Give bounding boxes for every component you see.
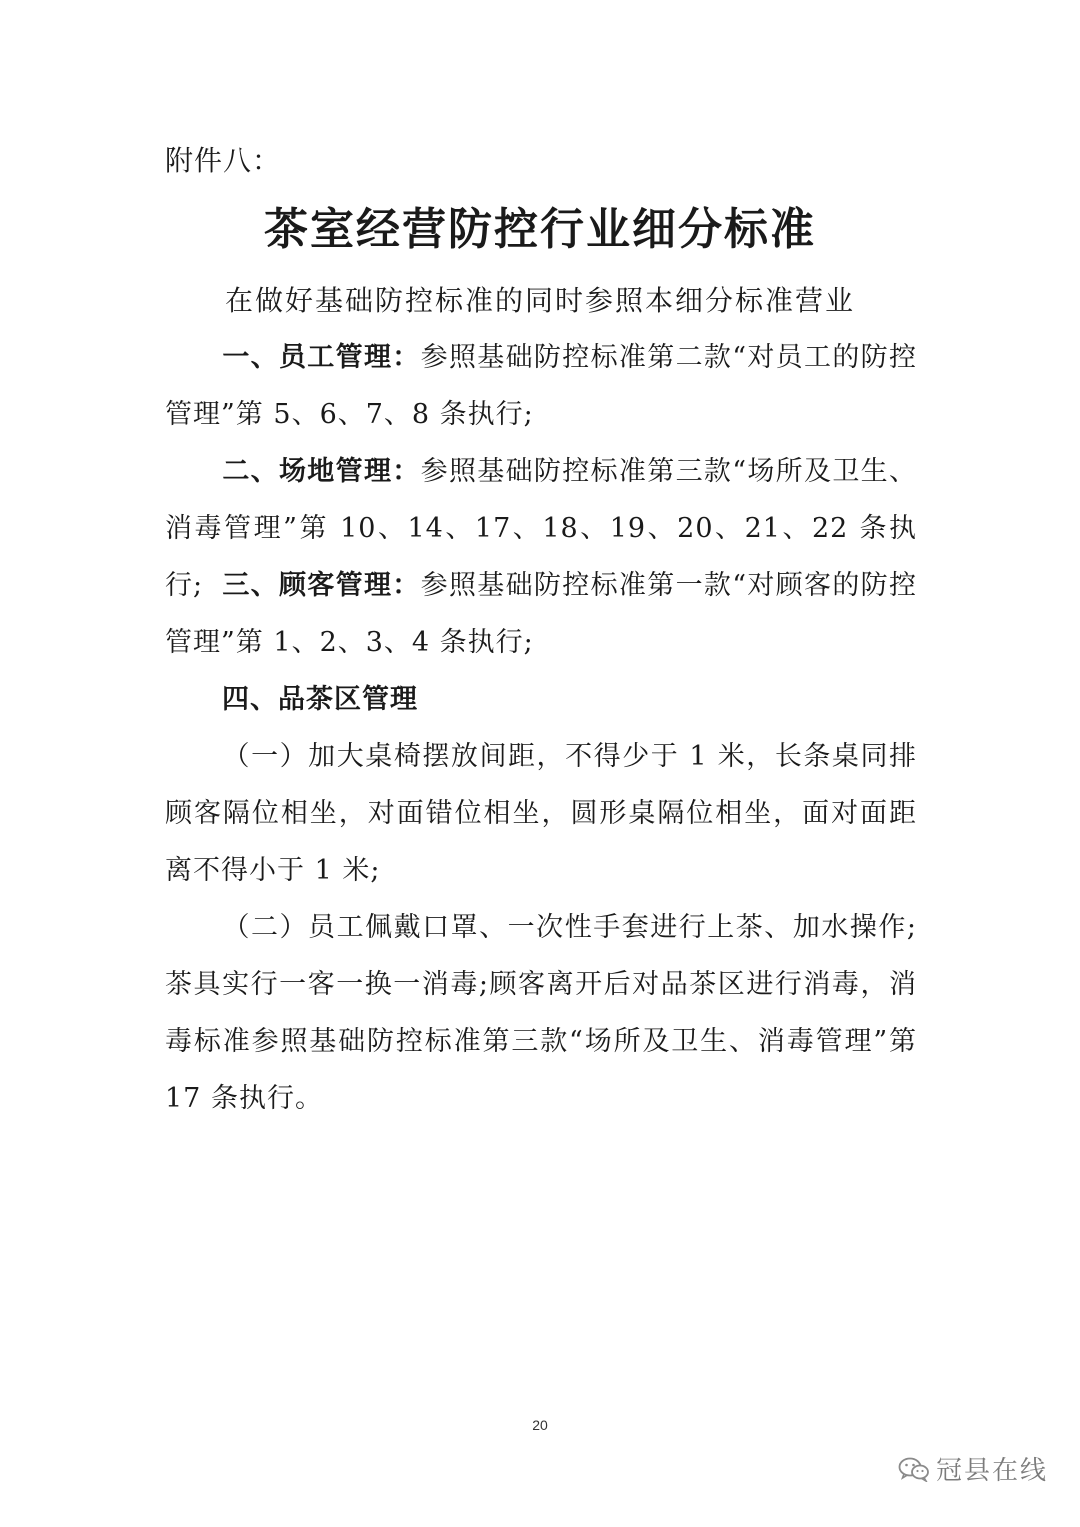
list-item-text: （二）员工佩戴口罩、一次性手套进行上茶、加水操作;茶具实行一客一换一消毒;顾客离开后对品茶区进行消毒，消毒标准参照基础防控标准第三款“场所及卫生、消毒管理”第 17 条执行。 — [165, 912, 917, 1114]
section-heading: 一、员工管理： — [222, 342, 421, 373]
section-heading: 二、场地管理： — [222, 456, 421, 487]
section-heading: 三、顾客管理： — [222, 570, 421, 601]
section-body: 参照基础防控标准第一款“对顾客的防控管理”第 1、2、3、4 条执行; — [165, 570, 917, 658]
section-staff-management — [165, 329, 917, 443]
watermark — [898, 1450, 1048, 1487]
list-item — [165, 728, 917, 899]
page-number: 20 — [532, 1417, 548, 1433]
document-title: 茶室经营防控行业细分标准 — [264, 204, 816, 255]
list-item — [165, 899, 917, 1127]
watermark-text: 冠县在线 — [935, 1456, 1048, 1486]
annex-label: 附件八： — [165, 144, 282, 177]
document-subtitle: 在做好基础防控标准的同时参照本细分标准营业 — [224, 284, 855, 317]
section-body: 参照基础防控标准第二款“对员工的防控管理”第 5、6、7、8 条执行; — [165, 342, 917, 430]
section-tasting-area-management — [165, 671, 917, 728]
wechat-icon — [898, 1456, 930, 1482]
section-body: 参照基础防控标准第三款“场所及卫生、消毒管理”第 10、14、17、18、19、20、21、22 条执行; — [165, 456, 917, 601]
list-item-text: （一）加大桌椅摆放间距，不得少于 1 米，长条桌同排顾客隔位相坐，对面错位相坐，圆形桌隔位相坐，面对面距离不得小于 1 米; — [165, 741, 917, 886]
section-heading: 四、品茶区管理 — [222, 684, 418, 715]
section-customer-management — [165, 557, 917, 671]
